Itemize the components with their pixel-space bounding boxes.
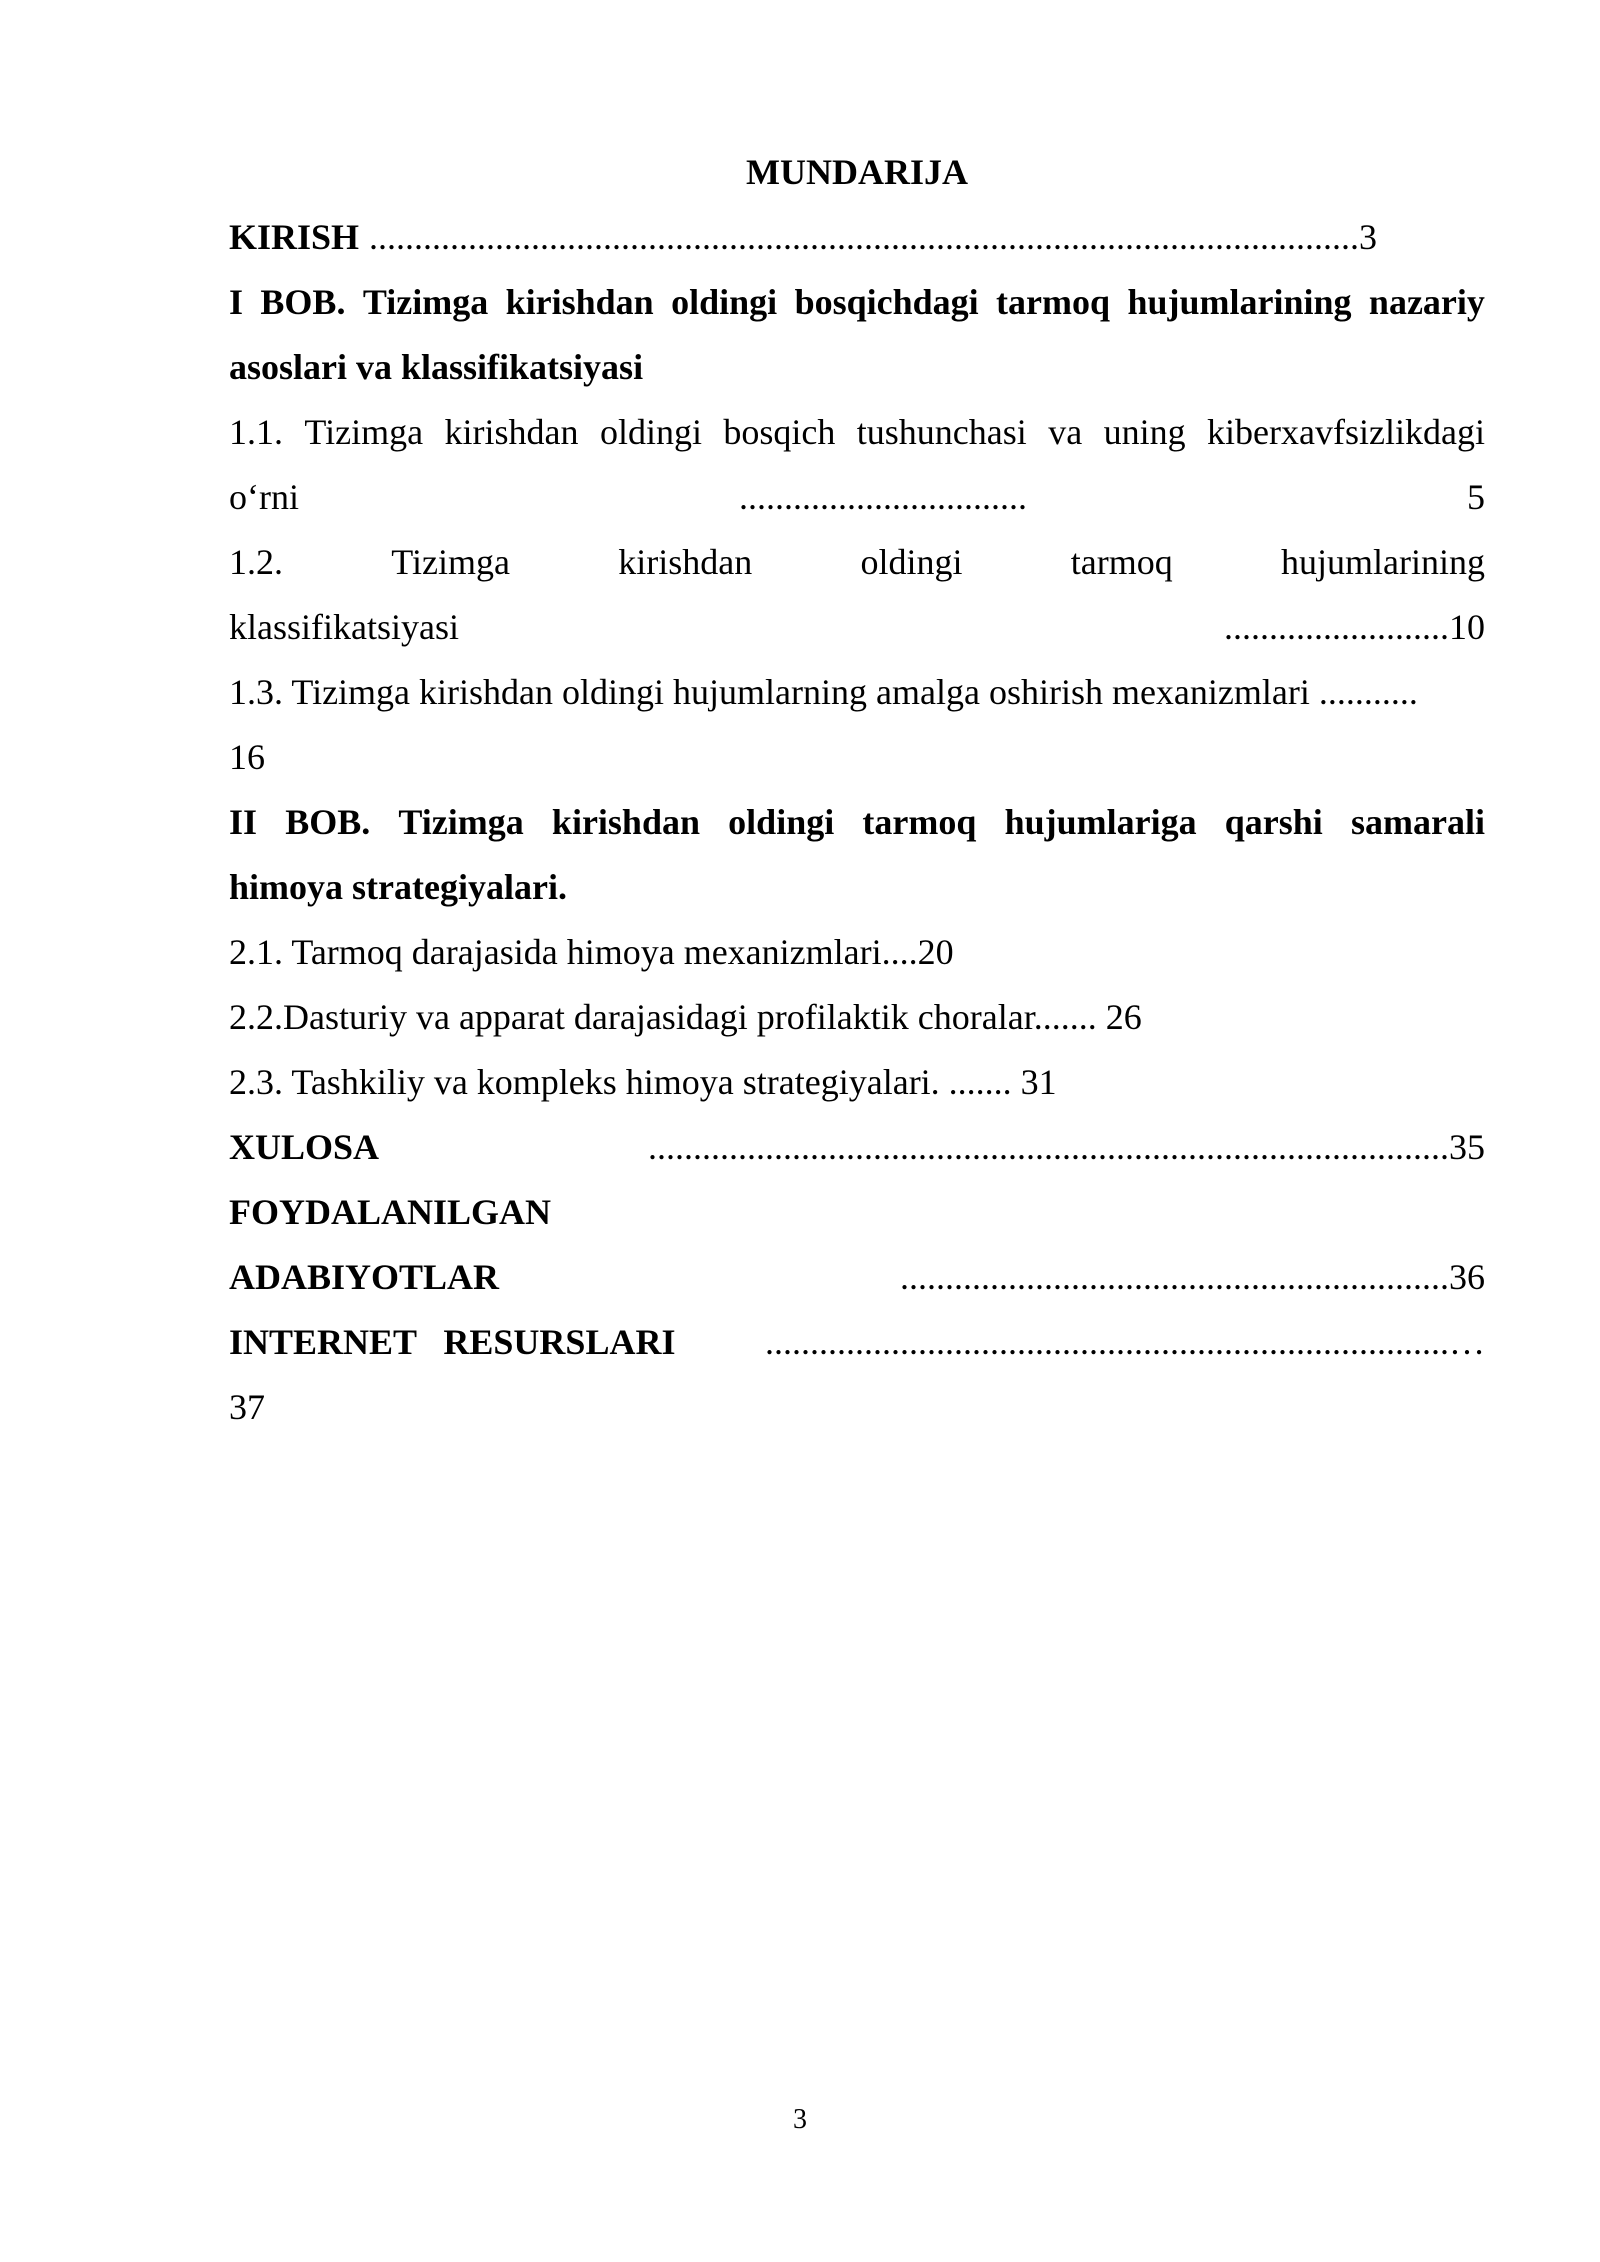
toc-word: kirishdan bbox=[444, 412, 579, 452]
toc-word: oldingi bbox=[671, 282, 778, 322]
toc-entry-dots: .............................................................................................................. bbox=[369, 217, 1360, 257]
toc-entry-page: 3 bbox=[1359, 217, 1378, 257]
toc-entry-dots-page: .........................................................................................35 bbox=[648, 1127, 1485, 1167]
toc-word: kirishdan bbox=[618, 542, 753, 582]
page-number: 3 bbox=[793, 2104, 807, 2135]
toc-entry-dots: ............................................................................… bbox=[765, 1322, 1485, 1362]
toc-entry-internet-line-1[interactable] bbox=[229, 1310, 1485, 1375]
toc-word: Tizimga bbox=[391, 542, 510, 582]
toc-word: tushunchasi bbox=[856, 412, 1027, 452]
toc-entry-page: 5 bbox=[1466, 477, 1485, 517]
toc-word: hujumlariga bbox=[1004, 802, 1197, 842]
toc-word: oldingi bbox=[860, 542, 963, 582]
toc-word: Tizimga bbox=[304, 412, 424, 452]
toc-section-1-2-line-1[interactable] bbox=[229, 530, 1485, 595]
toc-entry-internet-page[interactable]: 37 bbox=[229, 1387, 265, 1427]
toc-word: kiberxavfsizlikdagi bbox=[1207, 412, 1485, 452]
toc-word: bosqichdagi bbox=[794, 282, 979, 322]
toc-section-1-3-page[interactable]: 16 bbox=[229, 737, 265, 777]
toc-entry-xulosa[interactable] bbox=[229, 1115, 1485, 1180]
toc-word: bosqich bbox=[723, 412, 836, 452]
toc-word: kirishdan bbox=[551, 802, 700, 842]
toc-word: tarmoq bbox=[1070, 542, 1173, 582]
toc-chapter-1-line-2[interactable]: asoslari va klassifikatsiyasi bbox=[229, 347, 644, 387]
toc-entry-label: ADABIYOTLAR bbox=[229, 1257, 500, 1297]
toc-word: uning bbox=[1103, 412, 1186, 452]
toc-word: BOB. bbox=[260, 282, 346, 322]
toc-section-1-1-line-2[interactable] bbox=[229, 465, 1485, 530]
toc-word: Tizimga bbox=[398, 802, 524, 842]
toc-chapter-2-line-1[interactable] bbox=[229, 790, 1485, 855]
toc-word: oldingi bbox=[728, 802, 835, 842]
toc-word: tarmoq bbox=[862, 802, 977, 842]
toc-word: Tizimga bbox=[362, 282, 489, 322]
table-of-contents bbox=[229, 140, 1485, 1440]
toc-word: I bbox=[229, 282, 244, 322]
toc-entry-label: XULOSA bbox=[229, 1127, 380, 1167]
toc-entry-dots: ................................ bbox=[738, 477, 1027, 517]
toc-word: hujumlarining bbox=[1281, 542, 1485, 582]
toc-title: MUNDARIJA bbox=[746, 152, 968, 192]
toc-section-1-1-line-1[interactable] bbox=[229, 400, 1485, 465]
toc-chapter-1-line-1[interactable] bbox=[229, 270, 1485, 335]
toc-entry-label: klassifikatsiyasi bbox=[229, 607, 459, 647]
toc-entry-label: KIRISH bbox=[229, 217, 360, 257]
toc-entry-label: INTERNET RESURSLARI bbox=[229, 1322, 676, 1362]
toc-word: 1.2. bbox=[229, 542, 283, 582]
toc-entry-dots-page: .........................10 bbox=[1224, 607, 1485, 647]
toc-section-2-1[interactable]: 2.1. Tarmoq darajasida himoya mexanizmlari....20 bbox=[229, 932, 954, 972]
toc-word: kirishdan bbox=[505, 282, 654, 322]
toc-word: qarshi bbox=[1224, 802, 1323, 842]
toc-entry-foydalanilgan-line-1[interactable]: FOYDALANILGAN bbox=[229, 1192, 552, 1232]
toc-word: II bbox=[229, 802, 258, 842]
toc-word: nazariy bbox=[1368, 282, 1485, 322]
toc-section-2-2[interactable]: 2.2.Dasturiy va apparat darajasidagi profilaktik choralar....... 26 bbox=[229, 997, 1142, 1037]
toc-word: BOB. bbox=[285, 802, 371, 842]
toc-section-1-2-line-2[interactable] bbox=[229, 595, 1485, 660]
toc-word: tarmoq bbox=[996, 282, 1111, 322]
toc-word: hujumlarining bbox=[1127, 282, 1352, 322]
toc-section-2-3[interactable]: 2.3. Tashkiliy va kompleks himoya strategiyalari. ....... 31 bbox=[229, 1062, 1057, 1102]
toc-chapter-2-line-2[interactable]: himoya strategiyalari. bbox=[229, 867, 567, 907]
toc-entry-label: o‘rni bbox=[229, 477, 299, 517]
toc-word: samarali bbox=[1350, 802, 1485, 842]
toc-entry-foydalanilgan-line-2[interactable] bbox=[229, 1245, 1485, 1310]
toc-word: oldingi bbox=[599, 412, 702, 452]
toc-word: 1.1. bbox=[229, 412, 283, 452]
toc-entry-dots-page: .............................................................36 bbox=[900, 1257, 1485, 1297]
toc-entry-kirish[interactable] bbox=[229, 205, 1485, 270]
toc-word: va bbox=[1048, 412, 1083, 452]
toc-section-1-3-line-1[interactable]: 1.3. Tizimga kirishdan oldingi hujumlarning amalga oshirish mexanizmlari ........... bbox=[229, 672, 1418, 712]
